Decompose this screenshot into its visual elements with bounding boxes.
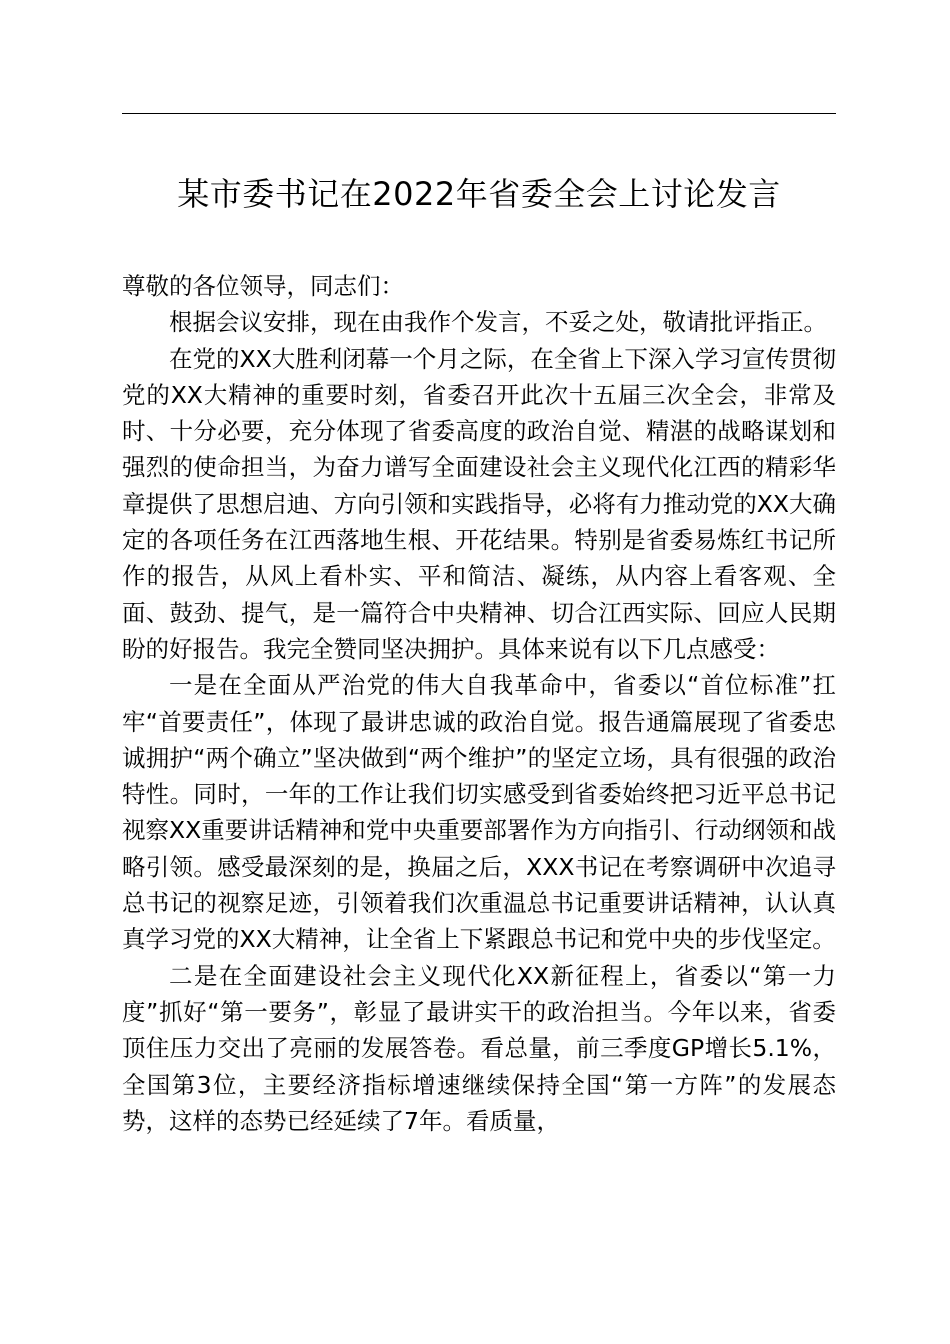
paragraph-point-one: 一是在全面从严治党的伟大自我革命中，省委以“首位标准”扛牢“首要责任”，体现了最讲忠诚的政治自觉。报告通篇展现了省委忠诚拥护“两个确立”坚决做到“两个维护”的坚定立场，具有很强的政治特性。同时，一年的工作让我们切实感受到省委始终把习近平总书记视察XX重要讲话精神和党中央重要部署作为方向指引、行动纲领和战略引领。感受最深刻的是，换届之后，XXX书记在考察调研中次追寻总书记的视察足迹，引领着我们次重温总书记重要讲话精神，认认真真学习党的XX大精神，让全省上下紧跟总书记和党中央的步伐坚定。 [122, 671, 836, 954]
paragraph-intro: 根据会议安排，现在由我作个发言，不妥之处，敬请批评指正。 [169, 308, 827, 337]
paragraph-point-two: 二是在全面建设社会主义现代化XX新征程上，省委以“第一力度”抓好“第一要务”，彰显了最讲实干的政治担当。今年以来，省委顶住压力交出了亮丽的发展答卷。看总量，前三季度GP增长5.1%，全国第3位，主要经济指标增速继续保持全国“第一方阵”的发展态势，这样的态势已经延续了7年。看质量， [122, 961, 836, 1135]
paragraph-context: 在党的XX大胜利闭幕一个月之际，在全省上下深入学习宣传贯彻党的XX大精神的重要时刻，省委召开此次十五届三次全会，非常及时、十分必要，充分体现了省委高度的政治自觉、精湛的战略谋划和强烈的使命担当，为奋力谱写全面建设社会主义现代化江西的精彩华章提供了思想启迪、方向引领和实践指导，必将有力推动党的XX大确定的各项任务在江西落地生根、开花结果。特别是省委易炼红书记所作的报告，从风上看朴实、平和简洁、凝练，从内容上看客观、全面、鼓劲、提气，是一篇符合中央精神、切合江西实际、回应人民期盼的好报告。我完全赞同坚决拥护。具体来说有以下几点感受： [122, 344, 836, 663]
document-title: 某市委书记在2022年省委全会上讨论发言 [177, 175, 781, 213]
header-rule [122, 113, 836, 114]
document-body [122, 268, 836, 1139]
salutation: 尊敬的各位领导，同志们： [122, 272, 404, 300]
